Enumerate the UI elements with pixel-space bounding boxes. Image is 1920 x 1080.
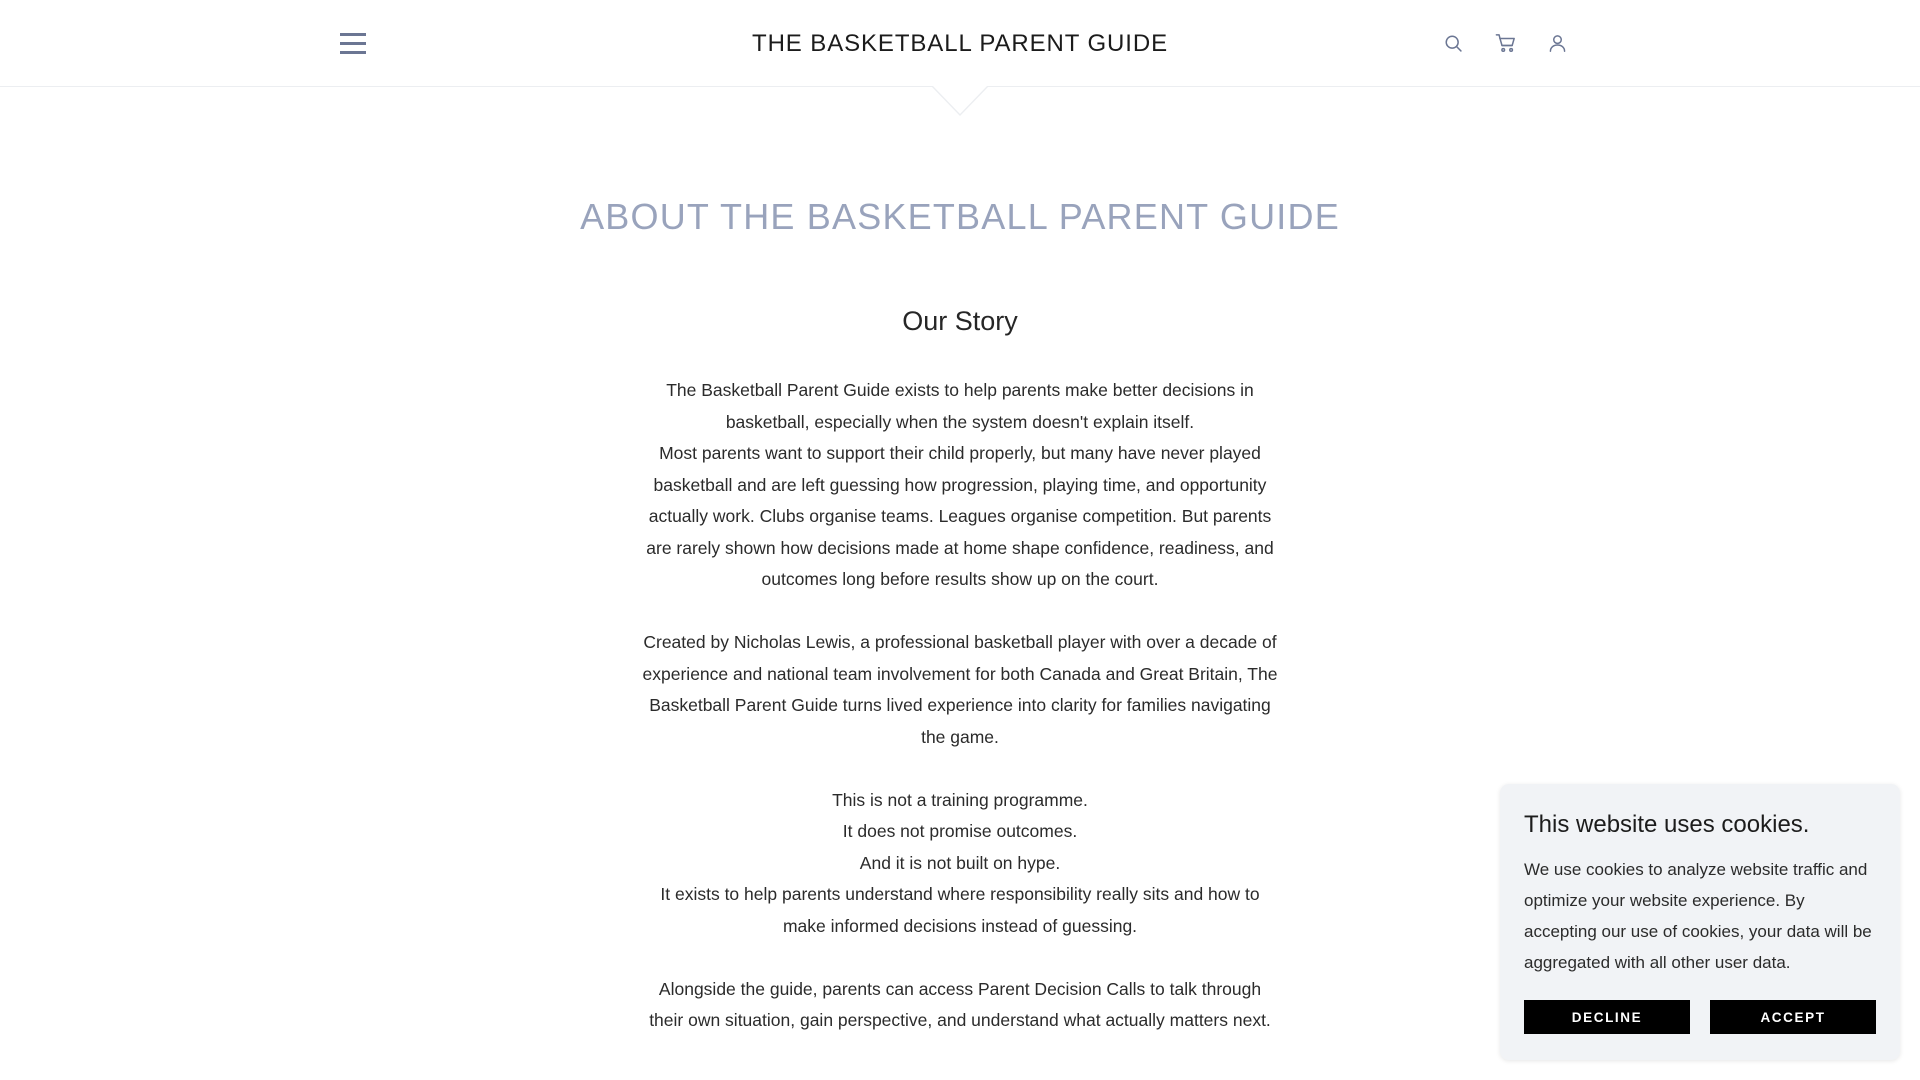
story-paragraph: This is not a training programme. It does not promise outcomes. And it is not built on hype. It exists to help parents understand where responsibility really sits and how to make informed decisions instead of guessing. xyxy=(660,789,1260,936)
story-paragraph: Alongside the guide, parents can access Parent Decision Calls to talk through their own situation, gain perspective, and understand what actually matters next. xyxy=(649,978,1271,1031)
section-title: Our Story xyxy=(902,306,1018,337)
cookie-banner-actions xyxy=(1524,1000,1876,1034)
decline-cookies-button[interactable]: DECLINE xyxy=(1524,1000,1690,1034)
user-account-icon[interactable] xyxy=(1544,31,1570,57)
cookie-banner-title: This website uses cookies. xyxy=(1524,811,1810,838)
hamburger-menu-icon[interactable] xyxy=(340,33,366,54)
search-icon[interactable] xyxy=(1440,31,1466,57)
header-right-group xyxy=(1440,0,1570,87)
site-title-link[interactable]: THE BASKETBALL PARENT GUIDE xyxy=(752,29,1168,57)
site-header xyxy=(0,0,1920,87)
shopping-cart-icon[interactable] xyxy=(1492,31,1518,57)
our-story-section xyxy=(640,238,1280,1037)
story-paragraph: The Basketball Parent Guide exists to help parents make better decisions in basketball, especially when the system doesn't explain itself. Most parents want to support their child properly, but many have never played basketball and are left guessing how progression, playing time, and opportunity actually work. Clubs organise teams. Leagues organise competition. But parents are rarely shown how decisions made at home shape confidence, readiness, and outcomes long before results show up on the court. xyxy=(646,380,1274,590)
header-left-group xyxy=(340,0,366,87)
cookie-banner-text: We use cookies to analyze website traffic and optimize your website experience. By accepting our use of cookies, your data will be aggregated with all other user data. xyxy=(1524,860,1872,972)
accept-cookies-button[interactable]: ACCEPT xyxy=(1710,1000,1876,1034)
hamburger-bar xyxy=(340,33,366,36)
story-paragraphs xyxy=(640,339,1280,1037)
site-title-container xyxy=(0,0,1920,87)
hamburger-bar xyxy=(340,51,366,54)
hamburger-bar xyxy=(340,42,366,45)
page-title: ABOUT THE BASKETBALL PARENT GUIDE xyxy=(580,196,1340,237)
cookie-consent-banner xyxy=(1500,784,1900,1060)
story-paragraph: Created by Nicholas Lewis, a professional basketball player with over a decade of experience and national team involvement for both Canada and Great Britain, The Basketball Parent Guide turns lived experience into clarity for families navigating the game. xyxy=(642,632,1278,747)
